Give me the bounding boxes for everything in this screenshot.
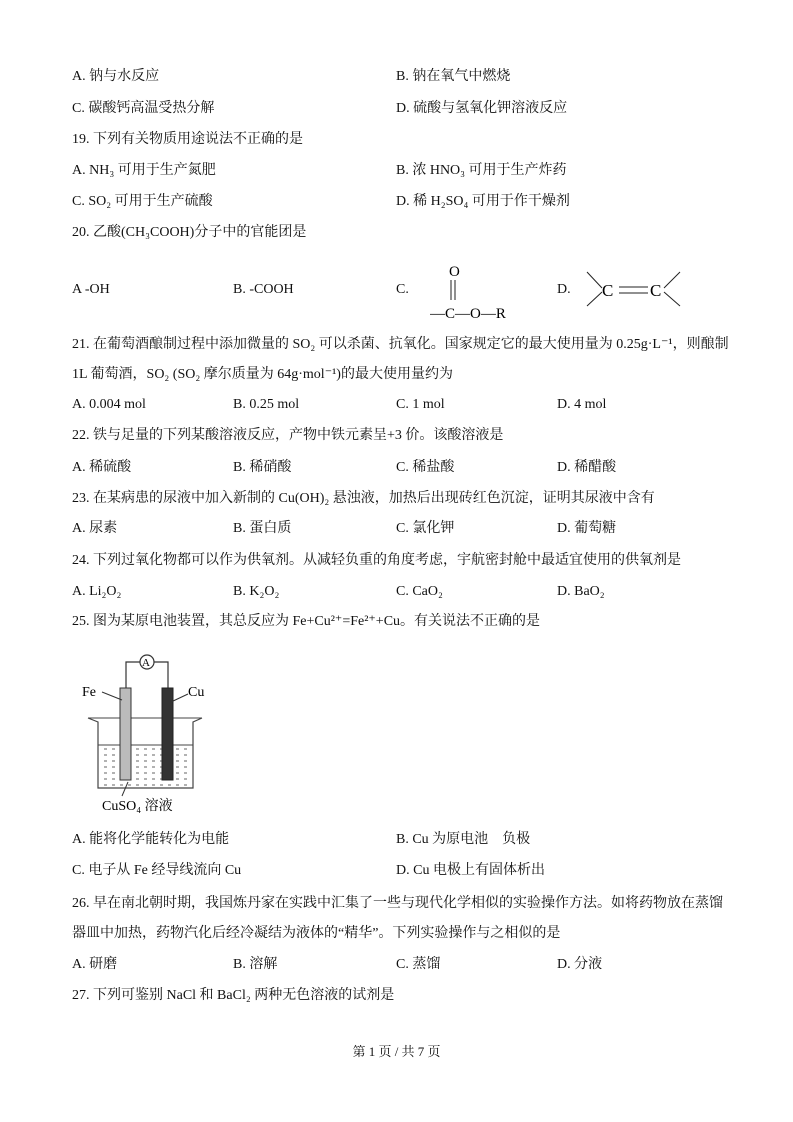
solution-label: CuSO₄ 溶液 — [102, 799, 173, 814]
q18-option-c: C. 碳酸钙高温受热分解 — [72, 101, 215, 116]
q23-option-a: A. 尿素 — [72, 521, 118, 536]
q24-option-d: D. BaO₂ — [557, 584, 605, 599]
alkene-group-structure — [582, 268, 687, 312]
alkene-c-right: C — [650, 281, 662, 300]
q21-option-c: C. 1 mol — [396, 397, 445, 412]
q25-option-d: D. Cu 电极上有固体析出 — [396, 863, 545, 878]
q26-option-b: B. 溶解 — [233, 957, 278, 972]
q19-option-a: A. NH₃ 可用于生产氮肥 — [72, 163, 216, 178]
q23-option-d: D. 葡萄糖 — [557, 521, 617, 536]
q22-stem: 22. 铁与足量的下列某酸溶液反应，产物中铁元素呈+3 价。该酸溶液是 — [72, 428, 504, 443]
q18-option-d: D. 硫酸与氢氧化钾溶液反应 — [396, 101, 568, 116]
galvanic-cell-figure — [78, 650, 218, 815]
q23-stem: 23. 在某病患的尿液中加入新制的 Cu(OH)₂ 悬浊液，加热后出现砖红色沉淀，证明其尿液中含有 — [72, 491, 655, 506]
q19-option-b: B. 浓 HNO₃ 可用于生产炸药 — [396, 163, 567, 178]
q22-option-a: A. 稀硫酸 — [72, 460, 132, 475]
q26-stem-line2: 器皿中加热，药物汽化后经冷凝结为液体的“精华”。下列实验操作与之相似的是 — [72, 926, 561, 941]
ammeter-label: A — [142, 657, 150, 669]
q22-option-d: D. 稀醋酸 — [557, 460, 617, 475]
q26-option-c: C. 蒸馏 — [396, 957, 441, 972]
ester-chain: —C—O—R — [430, 306, 506, 322]
q25-stem: 25. 图为某原电池装置，其总反应为 Fe+Cu²⁺=Fe²⁺+Cu。有关说法不正确的是 — [72, 614, 541, 629]
ester-oxygen: O — [449, 264, 460, 280]
q23-option-c: C. 氯化钾 — [396, 521, 455, 536]
q27-stem: 27. 下列可鉴别 NaCl 和 BaCl₂ 两种无色溶液的试剂是 — [72, 988, 395, 1003]
q20-option-d: D. — [557, 282, 571, 297]
q24-stem: 24. 下列过氧化物都可以作为供氧剂。从减轻负重的角度考虑，宇航密封舱中最适宜使用的供氧剂是 — [72, 553, 681, 568]
q26-option-d: D. 分液 — [557, 957, 603, 972]
q24-option-c: C. CaO₂ — [396, 584, 443, 599]
q26-stem-line1: 26. 早在南北朝时期，我国炼丹家在实践中汇集了一些与现代化学相似的实验操作方法。如将药物放在蒸馏 — [72, 896, 723, 911]
q22-option-b: B. 稀硝酸 — [233, 460, 292, 475]
q26-option-a: A. 研磨 — [72, 957, 118, 972]
q20-option-c: C. — [396, 282, 409, 297]
q24-option-a: A. Li₂O₂ — [72, 584, 122, 599]
alkene-c-left: C — [602, 281, 614, 300]
page-number-footer: 第 1 页 / 共 7 页 — [352, 1044, 441, 1059]
q25-option-a: A. 能将化学能转化为电能 — [72, 832, 230, 847]
q21-stem-line1: 21. 在葡萄酒酿制过程中添加微量的 SO₂ 可以杀菌、抗氧化。国家规定它的最大使用量为 0.25g·L⁻¹，则酿制 — [72, 337, 729, 352]
cu-label: Cu — [188, 685, 205, 700]
ester-group-structure — [430, 258, 530, 324]
q19-option-d: D. 稀 H₂SO₄ 可用于作干燥剂 — [396, 194, 570, 209]
fe-electrode — [120, 688, 131, 780]
q18-option-b: B. 钠在氧气中燃烧 — [396, 69, 511, 84]
q19-stem: 19. 下列有关物质用途说法不正确的是 — [72, 132, 303, 147]
q23-option-b: B. 蛋白质 — [233, 521, 292, 536]
q20-option-a: A -OH — [72, 282, 110, 297]
fe-label: Fe — [82, 685, 96, 700]
q20-option-b: B. -COOH — [233, 282, 294, 297]
q25-option-c: C. 电子从 Fe 经导线流向 Cu — [72, 863, 242, 878]
q24-option-b: B. K₂O₂ — [233, 584, 280, 599]
q21-stem-line2: 1L 葡萄酒，SO₂ (SO₂ 摩尔质量为 64g·mol⁻¹)的最大使用量约为 — [72, 367, 453, 382]
q18-option-a: A. 钠与水反应 — [72, 69, 160, 84]
q25-option-b: B. Cu 为原电池 负极 — [396, 832, 531, 847]
q21-option-d: D. 4 mol — [557, 397, 607, 412]
q21-option-a: A. 0.004 mol — [72, 397, 146, 412]
q21-option-b: B. 0.25 mol — [233, 397, 300, 412]
q20-stem: 20. 乙酸(CH₃COOH)分子中的官能团是 — [72, 225, 307, 240]
q19-option-c: C. SO₂ 可用于生产硫酸 — [72, 194, 213, 209]
q22-option-c: C. 稀盐酸 — [396, 460, 455, 475]
